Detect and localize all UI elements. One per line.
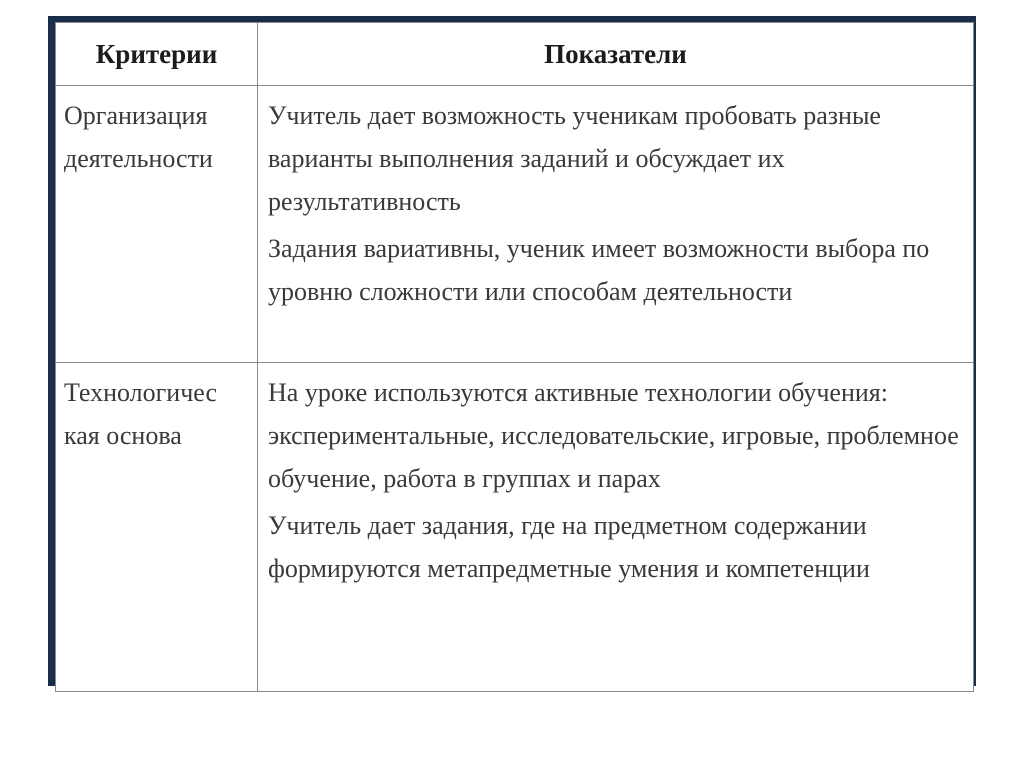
header-indicators: Показатели — [258, 23, 974, 86]
criterion-line: деятельности — [64, 144, 213, 173]
indicator-cell — [258, 363, 974, 692]
criterion-line: Организация — [64, 101, 208, 130]
indicator-text: Учитель дает задания, где на предметном содержании формируются метапредметные умения и компетенции — [268, 511, 870, 583]
criteria-table — [55, 22, 974, 692]
criterion-cell — [56, 363, 258, 692]
table-row — [56, 86, 974, 363]
table-header-row — [56, 23, 974, 86]
criterion-line: Технологичес — [64, 378, 218, 407]
indicator-text: Учитель дает возможность ученикам пробовать разные варианты выполнения заданий и обсуждает их результативность — [268, 101, 881, 216]
table-row — [56, 363, 974, 692]
indicator-cell — [258, 86, 974, 363]
indicator-text: Задания вариативны, ученик имеет возможности выбора по уровню сложности или способам деятельности — [268, 234, 930, 306]
criterion-line: кая основа — [64, 421, 182, 450]
criterion-cell — [56, 86, 258, 363]
header-criteria: Критерии — [56, 23, 258, 86]
indicator-text: На уроке используются активные технологии обучения: экспериментальные, исследовательские, игровые, проблемное обучение, работа в группах и парах — [268, 378, 959, 493]
